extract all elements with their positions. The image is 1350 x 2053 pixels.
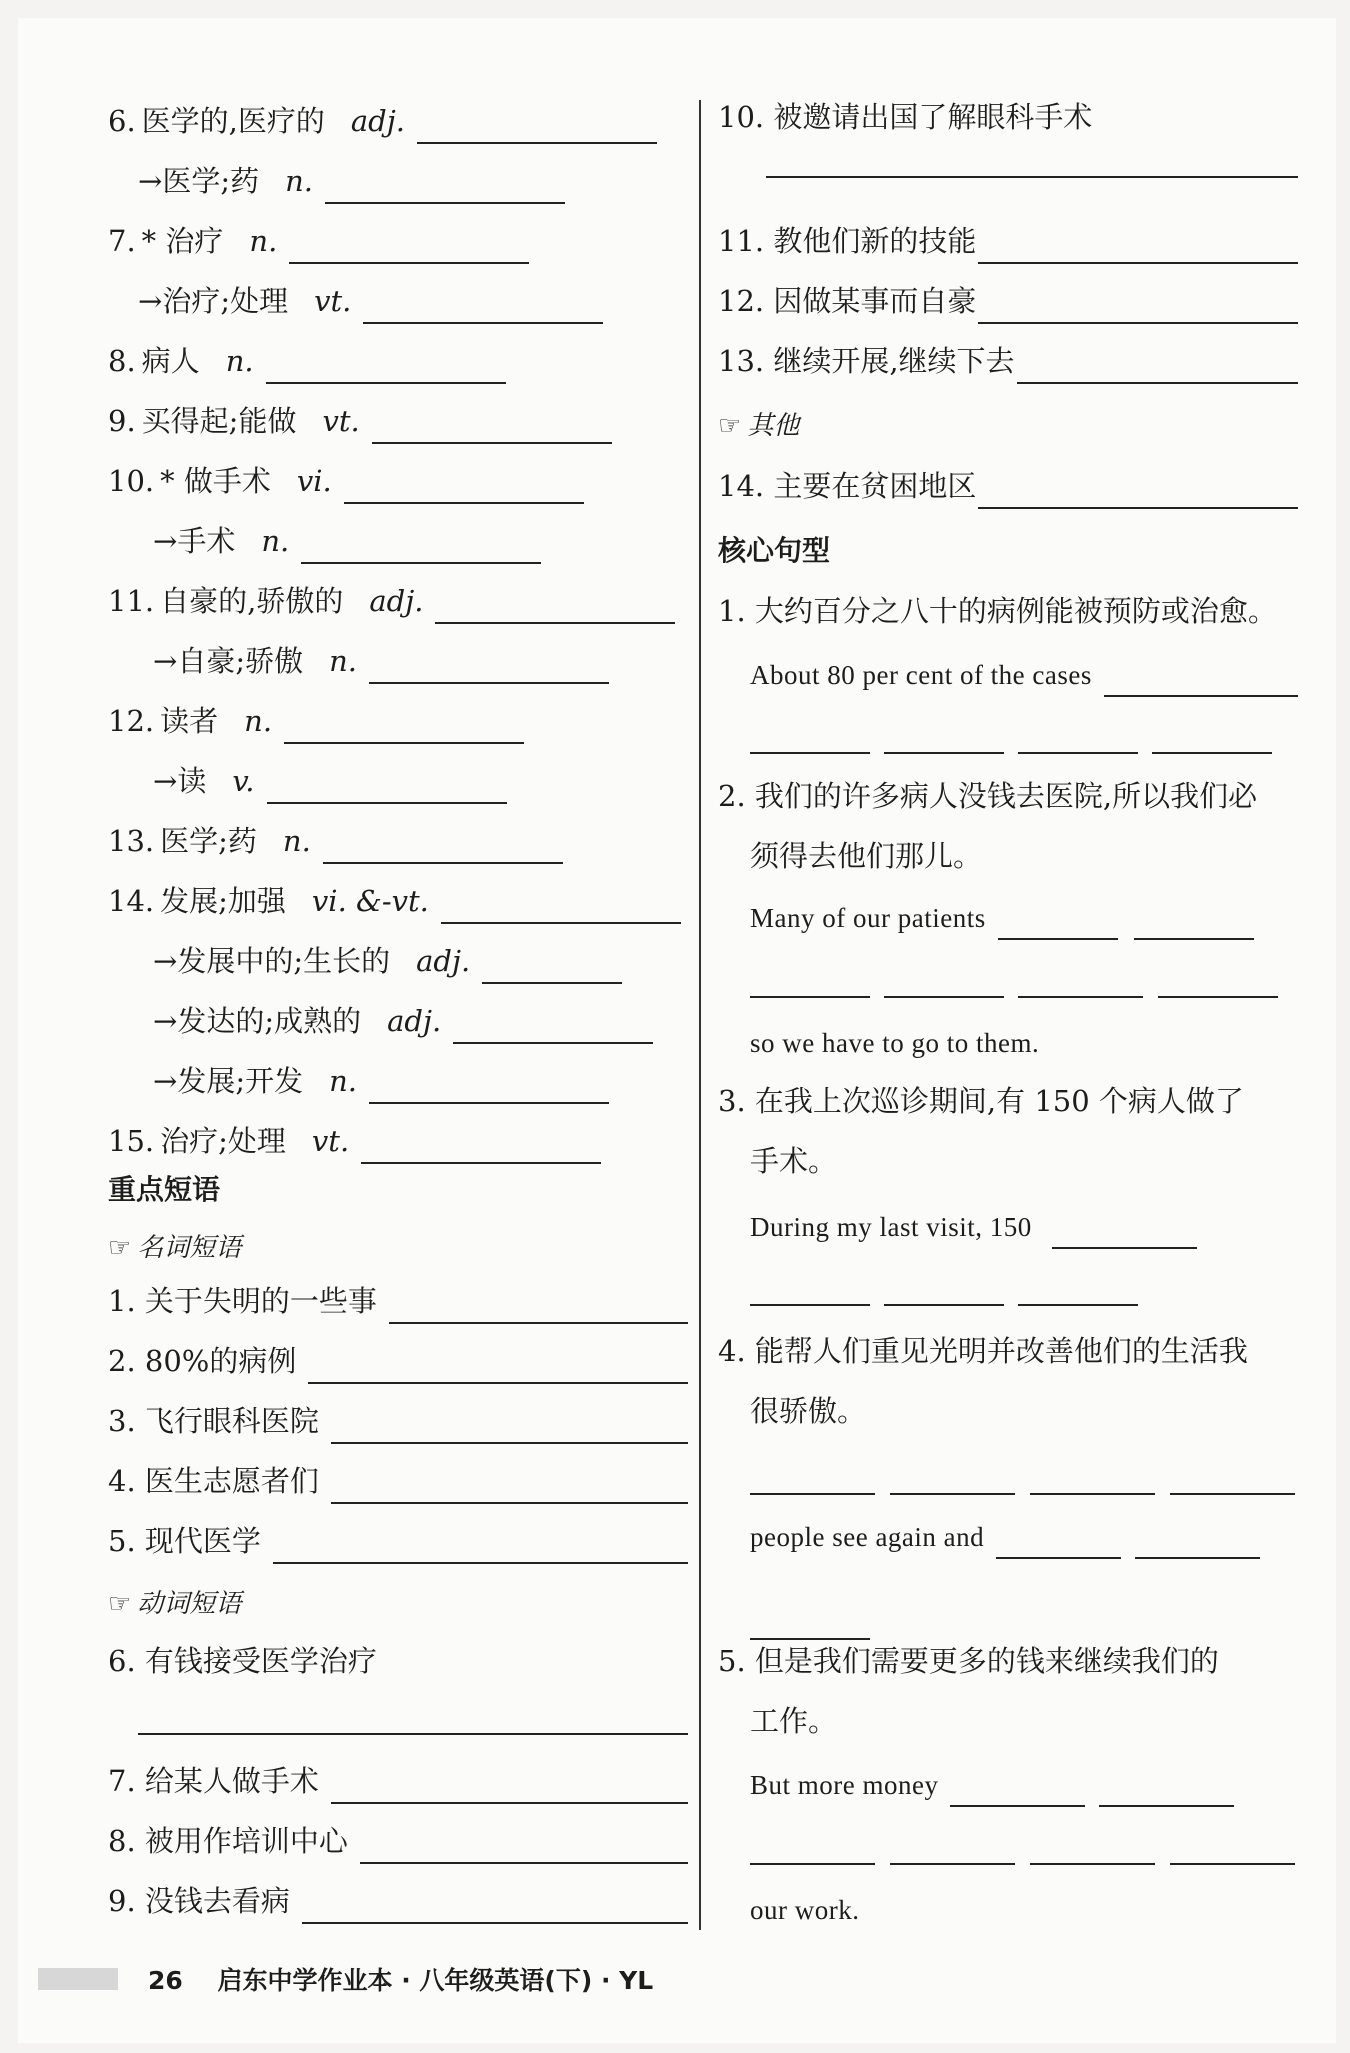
item-chinese: * 做手术 (160, 464, 271, 498)
item-pos: n. (261, 524, 290, 558)
item-pos: n. (282, 824, 311, 858)
phrase-text: 1. 关于失明的一些事 (108, 1284, 377, 1318)
answer-blank[interactable] (1104, 669, 1298, 697)
item-chinese: 读 (177, 764, 207, 798)
worksheet-page (18, 18, 1336, 2043)
item-pos: n. (329, 1064, 357, 1098)
phrase-item (108, 1878, 688, 1924)
answer-blank[interactable] (766, 176, 1298, 178)
arrow-icon: → (153, 1064, 178, 1098)
answer-blank[interactable] (363, 292, 603, 324)
phrase-item (718, 218, 1298, 264)
sentence-cn: 手术。 (750, 1144, 838, 1178)
phrase-text: 13. 继续开展,继续下去 (718, 344, 1015, 378)
item-chinese: 自豪;骄傲 (177, 644, 304, 678)
phrase-text: 2. 80%的病例 (108, 1344, 297, 1378)
answer-blank[interactable] (482, 952, 622, 984)
pointing-hand-icon: ☞ (108, 1233, 132, 1263)
vocab-subitem (153, 1058, 609, 1104)
item-chinese: 发达的;成熟的 (177, 1004, 362, 1038)
sentence-en (750, 896, 1298, 940)
answer-blank[interactable] (998, 912, 1118, 940)
vocab-subitem (153, 518, 541, 564)
item-number: 8. (108, 344, 136, 378)
phrase-item (108, 1758, 688, 1804)
phrase-item (108, 1398, 688, 1444)
answer-blank[interactable] (1018, 996, 1143, 998)
answer-blank[interactable] (890, 1863, 1015, 1865)
vocab-item-7 (108, 218, 529, 264)
sentence-cn: 4. 能帮人们重见光明并改善他们的生活我 (718, 1334, 1248, 1368)
item-chinese: 治疗;处理 (160, 1124, 286, 1158)
answer-blank[interactable] (360, 1832, 688, 1864)
phrase-text: 4. 医生志愿者们 (108, 1464, 319, 1498)
answer-blank[interactable] (284, 712, 524, 744)
answer-blank[interactable] (1017, 352, 1298, 384)
item-pos: v. (232, 764, 255, 798)
answer-blank[interactable] (323, 832, 563, 864)
item-number: 11. (108, 584, 155, 618)
answer-blank[interactable] (1018, 1304, 1138, 1306)
page-footer (148, 1961, 653, 1997)
sentence-cn: 3. 在我上次巡诊期间,有 150 个病人做了 (718, 1084, 1244, 1118)
phrase-item (108, 1818, 688, 1864)
vocab-subitem (153, 938, 622, 984)
footer-bar (38, 1968, 118, 1990)
answer-blank[interactable] (978, 477, 1298, 509)
item-chinese: * 治疗 (141, 224, 224, 258)
vocab-item-11 (108, 578, 675, 624)
answer-blank[interactable] (978, 232, 1298, 264)
phrase-item (718, 278, 1298, 324)
answer-blank[interactable] (996, 1531, 1121, 1559)
vocab-item-10 (108, 458, 584, 504)
phrase-text: 10. 被邀请出国了解眼科手术 (718, 100, 1093, 134)
section-heading-key-phrases: 重点短语 (108, 1173, 221, 1206)
vocab-subitem (153, 998, 653, 1044)
answer-blank[interactable] (331, 1772, 688, 1804)
answer-blank[interactable] (750, 1304, 870, 1306)
item-pos: adj. (350, 104, 405, 138)
phrase-item (108, 1338, 688, 1384)
phrase-item (718, 338, 1298, 384)
phrase-item (108, 1518, 688, 1564)
item-pos: adj. (369, 584, 424, 618)
item-number: 10. (108, 464, 155, 498)
column-divider (699, 100, 701, 1930)
noun-phrases-subhead (108, 1228, 241, 1268)
item-number: 6. (108, 104, 136, 138)
item-number: 12. (108, 704, 155, 738)
item-number: 9. (108, 404, 136, 438)
subhead-label: 名词短语 (137, 1233, 242, 1263)
vocab-item-14 (108, 878, 681, 924)
sentence-en (750, 1763, 1298, 1807)
item-chinese: 自豪的,骄傲的 (160, 584, 344, 618)
sentence-en (750, 653, 1298, 697)
section-heading-core-sentences: 核心句型 (718, 534, 831, 567)
answer-blank[interactable] (369, 1072, 609, 1104)
answer-blank[interactable] (884, 1304, 1004, 1306)
item-pos: n. (225, 344, 254, 378)
answer-blank[interactable] (435, 592, 675, 624)
arrow-icon: → (153, 944, 178, 978)
item-pos: n. (249, 224, 278, 258)
vocab-item-6 (108, 98, 657, 144)
vocab-subitem (153, 758, 507, 804)
answer-blank[interactable] (750, 1493, 875, 1495)
answer-blank[interactable] (344, 472, 584, 504)
item-chinese: 医学;药 (162, 164, 260, 198)
answer-blank[interactable] (1170, 1493, 1295, 1495)
sentence-en-text: During my last visit, 150 (750, 1212, 1032, 1242)
answer-blank[interactable] (884, 996, 1004, 998)
item-chinese: 医学的,医疗的 (141, 104, 325, 138)
answer-blank[interactable] (884, 752, 1004, 754)
vocab-item-13 (108, 818, 563, 864)
vocab-item-9 (108, 398, 612, 444)
answer-blank[interactable] (325, 172, 565, 204)
phrase-text: 3. 飞行眼科医院 (108, 1404, 319, 1438)
answer-blank[interactable] (1030, 1493, 1155, 1495)
arrow-icon: → (153, 764, 178, 798)
answer-blank[interactable] (1030, 1863, 1155, 1865)
item-number: 7. (108, 224, 136, 258)
subhead-label: 动词短语 (137, 1589, 242, 1619)
answer-blank[interactable] (372, 412, 612, 444)
answer-blank[interactable] (331, 1472, 688, 1504)
item-chinese: 治疗;处理 (162, 284, 289, 318)
vocab-subitem (138, 158, 565, 204)
other-phrases-subhead (718, 406, 799, 446)
vocab-item-12 (108, 698, 524, 744)
item-pos: vt. (311, 1124, 350, 1158)
item-pos: n. (285, 164, 313, 198)
answer-blank[interactable] (750, 1863, 875, 1865)
arrow-icon: → (138, 284, 163, 318)
item-chinese: 发展;开发 (177, 1064, 304, 1098)
sentence-en-text: But more money (750, 1770, 939, 1800)
vocab-item-8 (108, 338, 506, 384)
sentence-en (750, 1515, 1298, 1559)
phrase-text: 14. 主要在贫困地区 (718, 469, 977, 503)
answer-blank[interactable] (138, 1733, 688, 1735)
phrase-item (108, 1638, 377, 1684)
phrase-text: 12. 因做某事而自豪 (718, 284, 977, 318)
answer-blank[interactable] (302, 1892, 688, 1924)
answer-blank[interactable] (308, 1352, 688, 1384)
answer-blank[interactable] (417, 112, 657, 144)
answer-blank[interactable] (890, 1493, 1015, 1495)
sentence-cn: 1. 大约百分之八十的病例能被预防或治愈。 (718, 594, 1277, 628)
page-number: 26 (148, 1966, 183, 1995)
item-pos: adj. (416, 944, 471, 978)
arrow-icon: → (153, 524, 178, 558)
phrase-text: 7. 给某人做手术 (108, 1764, 319, 1798)
answer-blank[interactable] (453, 1012, 653, 1044)
answer-blank[interactable] (361, 1132, 601, 1164)
answer-blank[interactable] (331, 1412, 688, 1444)
answer-blank[interactable] (441, 892, 681, 924)
answer-blank[interactable] (950, 1779, 1085, 1807)
subhead-label: 其他 (747, 411, 800, 441)
answer-blank[interactable] (750, 752, 870, 754)
phrase-text: 9. 没钱去看病 (108, 1884, 290, 1918)
sentence-en-text: Many of our patients (750, 903, 986, 933)
phrase-item (108, 1458, 688, 1504)
phrase-text: 8. 被用作培训中心 (108, 1824, 348, 1858)
vocab-subitem (138, 278, 603, 324)
item-pos: vi. (296, 464, 332, 498)
item-chinese: 发展;加强 (160, 884, 286, 918)
item-pos: n. (329, 644, 357, 678)
item-pos: n. (244, 704, 273, 738)
item-pos: vt. (314, 284, 352, 318)
item-pos: vi. &-vt. (311, 884, 429, 918)
phrase-item (718, 463, 1298, 509)
phrase-item (718, 94, 1092, 140)
sentence-en (750, 1205, 1298, 1249)
arrow-icon: → (153, 1004, 178, 1038)
sentence-en: so we have to go to them. (750, 1028, 1040, 1058)
sentence-en-text: people see again and (750, 1522, 985, 1552)
arrow-icon: → (153, 644, 178, 678)
item-chinese: 买得起;能做 (141, 404, 297, 438)
phrase-text: 5. 现代医学 (108, 1524, 261, 1558)
sentence-cn: 须得去他们那儿。 (750, 839, 983, 873)
item-chinese: 发展中的;生长的 (177, 944, 391, 978)
answer-blank[interactable] (1158, 996, 1278, 998)
verb-phrases-subhead (108, 1584, 241, 1624)
answer-blank[interactable] (978, 292, 1298, 324)
answer-blank[interactable] (267, 772, 507, 804)
item-pos: adj. (387, 1004, 442, 1038)
sentence-cn: 2. 我们的许多病人没钱去医院,所以我们必 (718, 779, 1258, 813)
answer-blank[interactable] (369, 652, 609, 684)
item-pos: vt. (322, 404, 360, 438)
item-number: 13. (108, 824, 155, 858)
item-chinese: 医学;药 (160, 824, 257, 858)
answer-blank[interactable] (266, 352, 506, 384)
sentence-cn: 工作。 (750, 1704, 838, 1738)
item-chinese: 读者 (160, 704, 219, 738)
phrase-text: 11. 教他们新的技能 (718, 224, 977, 258)
vocab-subitem (153, 638, 609, 684)
answer-blank[interactable] (301, 532, 541, 564)
answer-blank[interactable] (1052, 1221, 1197, 1249)
item-number: 15. (108, 1124, 155, 1158)
answer-blank[interactable] (389, 1292, 688, 1324)
pointing-hand-icon: ☞ (108, 1589, 132, 1619)
arrow-icon: → (138, 164, 163, 198)
item-chinese: 病人 (141, 344, 200, 378)
book-title: 启东中学作业本 · 八年级英语(下) · YL (217, 1966, 654, 1995)
pointing-hand-icon: ☞ (718, 411, 742, 441)
answer-blank[interactable] (1134, 912, 1254, 940)
answer-blank[interactable] (750, 996, 870, 998)
sentence-cn: 5. 但是我们需要更多的钱来继续我们的 (718, 1644, 1219, 1678)
answer-blank[interactable] (273, 1532, 688, 1564)
answer-blank[interactable] (1018, 752, 1138, 754)
item-number: 14. (108, 884, 155, 918)
sentence-en: our work. (750, 1895, 860, 1925)
answer-blank[interactable] (1135, 1531, 1260, 1559)
answer-blank[interactable] (1099, 1779, 1234, 1807)
sentence-en-text: About 80 per cent of the cases (750, 660, 1092, 690)
answer-blank[interactable] (1170, 1863, 1295, 1865)
item-chinese: 手术 (177, 524, 236, 558)
sentence-cn: 很骄傲。 (750, 1394, 867, 1428)
answer-blank[interactable] (289, 232, 529, 264)
vocab-item-15 (108, 1118, 601, 1164)
phrase-text: 6. 有钱接受医学治疗 (108, 1644, 377, 1678)
answer-blank[interactable] (1152, 752, 1272, 754)
phrase-item (108, 1278, 688, 1324)
